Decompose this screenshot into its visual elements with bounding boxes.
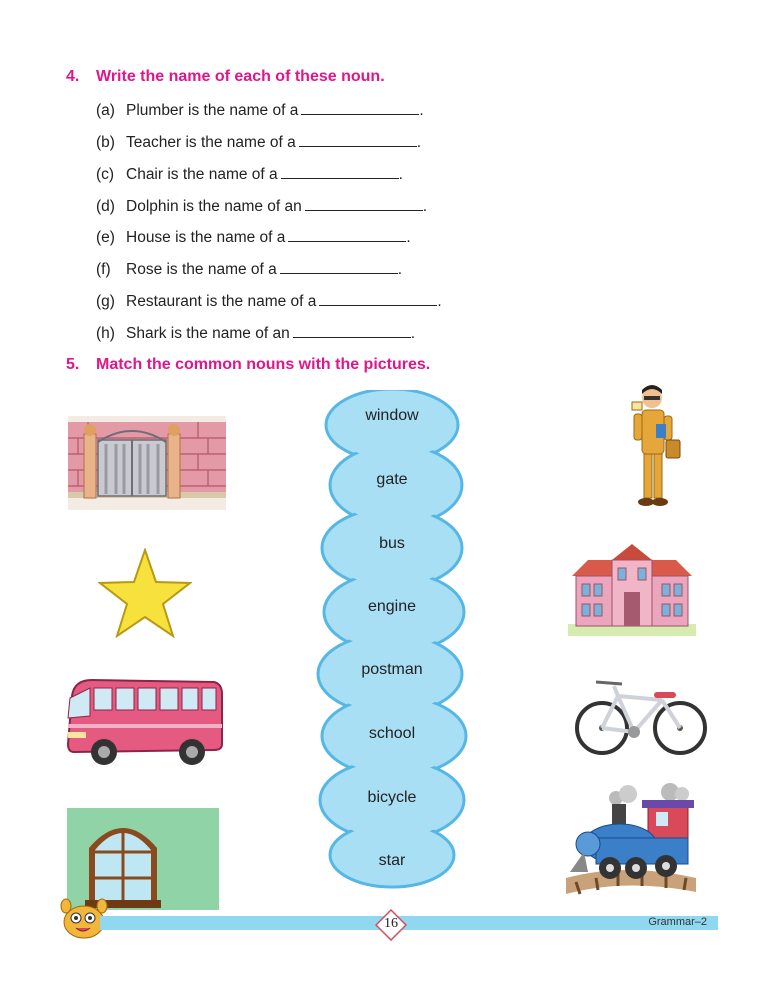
item-end: .	[419, 102, 424, 119]
window-picture[interactable]	[67, 808, 219, 910]
question-number: 5.	[66, 356, 80, 373]
item-text: Restaurant is the name of a	[126, 293, 317, 310]
bus-picture[interactable]	[64, 672, 224, 768]
list-item	[96, 293, 442, 311]
question-number: 4.	[66, 68, 80, 85]
answer-blank[interactable]	[299, 134, 417, 147]
item-end: .	[422, 198, 428, 215]
list-item	[96, 102, 424, 120]
list-item	[96, 134, 421, 152]
question-text: Match the common nouns with the pictures.	[96, 356, 431, 373]
word-star[interactable]: star	[378, 852, 406, 869]
answer-blank[interactable]	[305, 198, 423, 211]
answer-blank[interactable]	[319, 293, 437, 306]
item-text: Rose is the name of a	[126, 261, 277, 278]
star-picture[interactable]	[98, 548, 192, 638]
item-text: Dolphin is the name of an	[126, 198, 302, 215]
postman-picture[interactable]	[630, 384, 690, 512]
list-item	[96, 261, 402, 279]
item-text: Shark is the name of an	[126, 325, 290, 342]
item-text: Teacher is the name of a	[126, 134, 296, 151]
item-label: (e)	[96, 229, 115, 246]
word-postman[interactable]: postman	[361, 661, 423, 678]
item-text: House is the name of a	[126, 229, 286, 246]
word-bus[interactable]: bus	[379, 535, 405, 552]
book-title: Grammar–2	[648, 916, 707, 928]
word-school[interactable]: school	[368, 725, 416, 742]
word-engine[interactable]: engine	[367, 598, 417, 615]
word-window[interactable]: window	[365, 407, 419, 424]
engine-picture[interactable]	[566, 782, 696, 904]
list-item	[96, 229, 411, 247]
answer-blank[interactable]	[280, 261, 398, 274]
answer-blank[interactable]	[288, 229, 406, 242]
item-end: .	[397, 261, 403, 278]
item-end: .	[416, 134, 422, 151]
item-end: .	[437, 293, 442, 310]
item-end: .	[410, 325, 416, 342]
gate-picture[interactable]	[68, 416, 226, 510]
item-label: (f)	[96, 261, 111, 278]
item-end: .	[406, 229, 411, 246]
question-4-title	[66, 68, 385, 86]
list-item	[96, 198, 427, 216]
item-text: Plumber is the name of a	[126, 102, 299, 119]
word-bicycle[interactable]: bicycle	[367, 789, 417, 806]
answer-blank[interactable]	[281, 166, 399, 179]
item-label: (h)	[96, 325, 115, 342]
answer-blank[interactable]	[293, 325, 411, 338]
word-gate[interactable]: gate	[376, 471, 408, 488]
item-text: Chair is the name of a	[126, 166, 278, 183]
bicycle-picture[interactable]	[574, 676, 710, 758]
item-label: (b)	[96, 134, 115, 151]
word-cloud	[300, 390, 480, 890]
answer-blank[interactable]	[301, 102, 419, 115]
page-number: 16	[384, 916, 398, 931]
item-end: .	[398, 166, 403, 183]
question-text: Write the name of each of these noun.	[96, 68, 385, 85]
item-label: (c)	[96, 166, 115, 183]
footer-bar	[100, 916, 718, 930]
page-number-badge	[375, 909, 407, 941]
item-label: (d)	[96, 198, 115, 215]
question-5-title	[66, 356, 430, 374]
list-item	[96, 166, 403, 184]
list-item	[96, 325, 415, 343]
item-label: (a)	[96, 102, 115, 119]
school-picture[interactable]	[568, 542, 696, 636]
item-label: (g)	[96, 293, 115, 310]
